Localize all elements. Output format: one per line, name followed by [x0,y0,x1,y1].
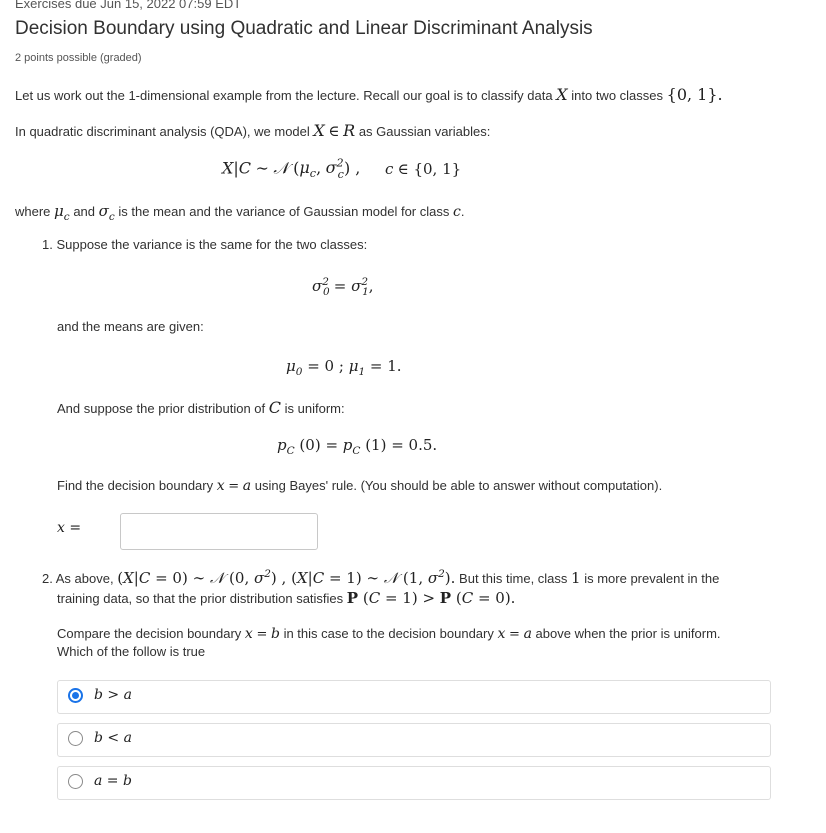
due-date: Exercises due Jun 15, 2022 07:59 EDT [15,0,242,11]
q2-line1: 2. As above, (X|C = 0) ∼ 𝒩 (0, $\sigma^2$) , (X|C = 1) ∼ 𝒩 (1, $\sigma^2$). But this time, class 1 is more prevalent in the [42,568,720,587]
radio-icon[interactable] [68,774,83,789]
q2-which: Which of the follow is true [57,644,206,659]
model-condition: c ∈ {0, 1} [385,160,462,178]
means-lead: and the means are given: [57,319,204,334]
choice-label: b < a [94,730,132,746]
radio-icon[interactable] [68,731,83,746]
find-boundary: Find the decision boundary x = a using Bayes' rule. (You should be able to answer without computation). [57,478,663,494]
q2-compare: Compare the decision boundary x = b in this case to the decision boundary x = a above when the prior is uniform. [57,626,721,642]
choice-label: a = b [94,773,132,789]
prior-lead: And suppose the prior distribution of C is uniform: [57,398,345,417]
choice-b-greater-a[interactable] [57,680,771,714]
where-line: where $\mu_c$ and $\sigma_c$ is the mean and the variance of Gaussian model for class c. [15,202,465,223]
q2-line2: training data, so that the prior distribution satisfies P (C = 1) > P (C = 0). [57,589,516,607]
answer-input[interactable] [120,513,318,550]
model-equation: X|C ∼ 𝒩 ($\mu_c$, $\sigma^2_c$) , [222,157,361,181]
radio-selected-icon[interactable] [68,688,83,703]
qda-paragraph: In quadratic discriminant analysis (QDA), we model X ∈ R as Gaussian variables: [15,121,491,140]
problem-title: Decision Boundary using Quadratic and Linear Discriminant Analysis [15,18,593,39]
means-equation: $\mu_0 = 0$ ; $\mu_1 = 1$. [286,357,402,378]
choice-a-equals-b[interactable] [57,766,771,800]
choice-label: b > a [94,687,132,703]
intro-paragraph: Let us work out the 1-dimensional example from the lecture. Recall our goal is to classify data X into two classes {0, 1}. [15,85,723,104]
points-possible: 2 points possible (graded) [15,52,142,64]
variance-equation: $\sigma^2_0 = \sigma^2_1$, [312,276,374,298]
answer-label: x = [57,520,82,536]
q1-lead: 1. Suppose the variance is the same for the two classes: [42,237,368,252]
prior-equation: $p_C$ $(0) = p_C$ (1) = 0.5. [277,436,438,457]
choice-b-less-a[interactable] [57,723,771,757]
